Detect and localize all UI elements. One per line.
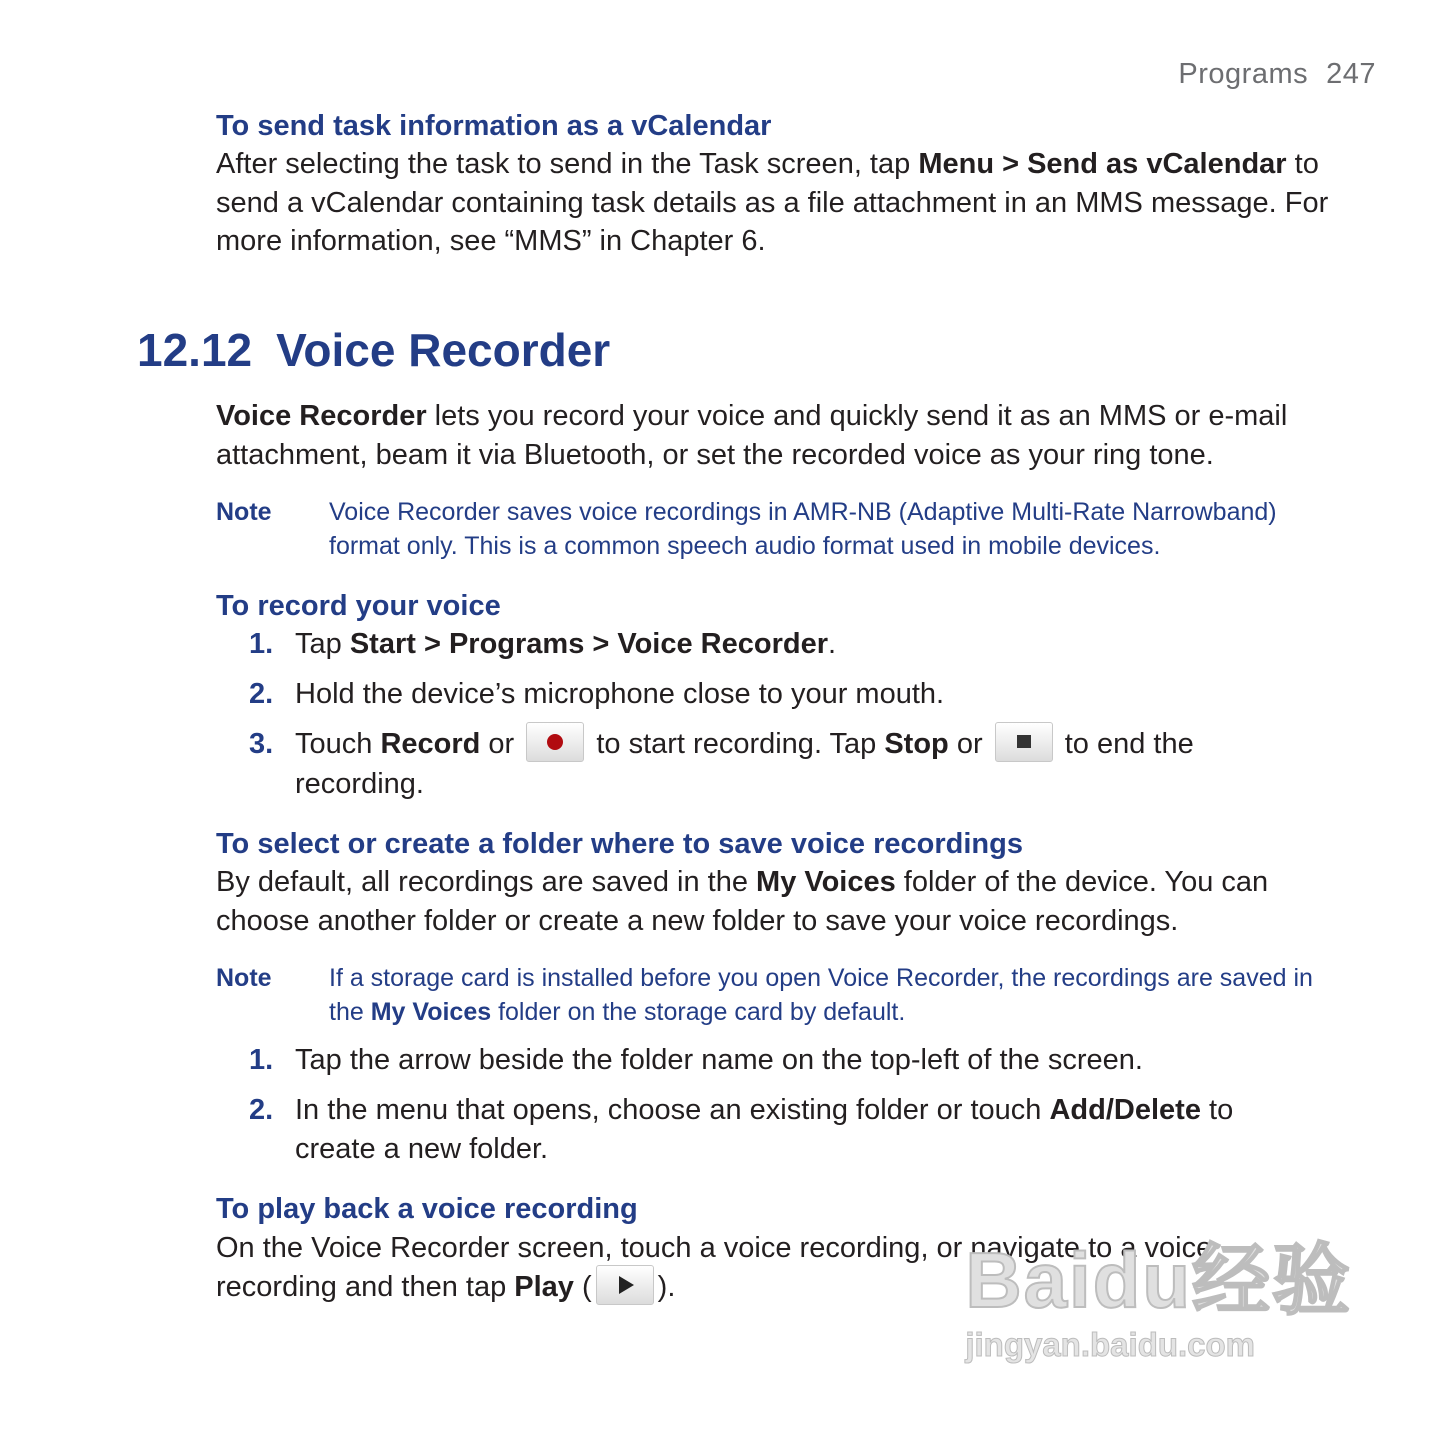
note-label: Note [216, 498, 272, 526]
page-header [1178, 58, 1376, 91]
section-number: 12.12 [137, 324, 253, 376]
folder-heading: To select or create a folder where to save voice recordings [216, 828, 1023, 860]
watermark [965, 1218, 1352, 1364]
stop-icon[interactable] [995, 722, 1053, 762]
note-text: If a storage card is installed before you open Voice Recorder, the recordings are saved in the My Voices folder on the storage card by default. [329, 964, 1313, 1026]
record-heading: To record your voice [216, 590, 501, 622]
header-section: Programs [1178, 58, 1309, 90]
vcalendar-heading: To send task information as a vCalendar [216, 110, 772, 142]
menu-path: Menu > Send as vCalendar [918, 148, 1287, 180]
watermark-logo: Baidu经验 [965, 1236, 1352, 1324]
record-icon[interactable] [526, 722, 584, 762]
note-text: Voice Recorder saves voice recordings in AMR-NB (Adaptive Multi-Rate Narrowband) format only. This is a common speech audio format used in mobile devices. [329, 498, 1277, 560]
folder-paragraph: By default, all recordings are saved in the My Voices folder of the device. You can choose another folder or create a new folder to save your voice recordings. [216, 866, 1269, 937]
note-label: Note [216, 964, 272, 992]
playback-paragraph: On the Voice Recorder screen, touch a voice recording, or navigate to a voice recording and then tap Play ( ). [216, 1229, 1246, 1308]
section-name: Voice Recorder [276, 324, 611, 376]
intro-paragraph: Voice Recorder lets you record your voice and quickly send it as an MMS or e-mail attachment, beam it via Bluetooth, or set the recorded voice as your ring tone. [216, 400, 1288, 471]
play-icon[interactable] [596, 1265, 654, 1305]
watermark-url: jingyan.baidu.com [965, 1326, 1256, 1363]
page-number: 247 [1326, 58, 1376, 90]
playback-heading: To play back a voice recording [216, 1193, 638, 1225]
vcalendar-paragraph: After selecting the task to send in the Task screen, tap Menu > Send as vCalendar to send a vCalendar containing task details as a file attachment in an MMS message. For more information, see “MMS” in Chapter 6. [216, 148, 1329, 257]
section-title [137, 322, 610, 378]
